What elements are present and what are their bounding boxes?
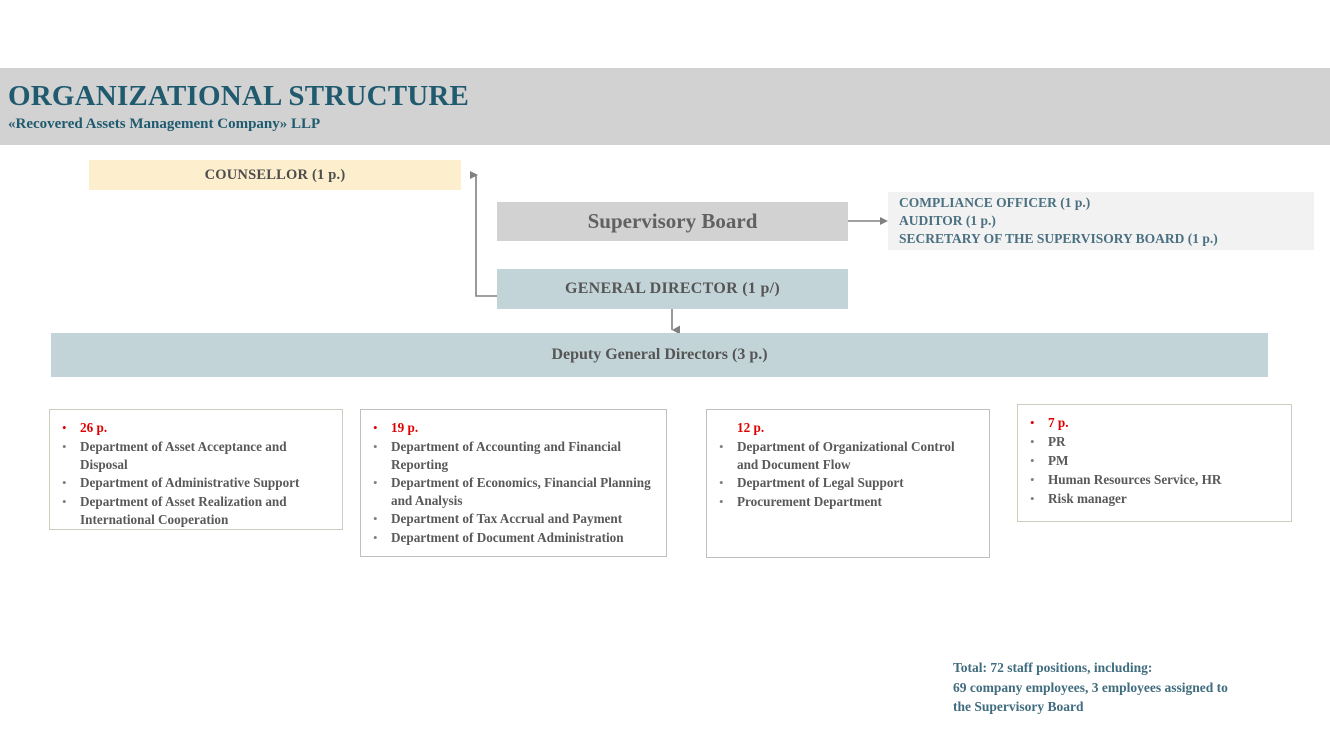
column-3-count: 12 p. <box>737 420 765 435</box>
bullet-icon: • <box>719 494 724 509</box>
column-2-item-2: Department of Tax Accrual and Payment <box>391 511 623 526</box>
list-item <box>369 529 656 547</box>
column-3-count-row <box>715 419 979 437</box>
compliance-officer-label: COMPLIANCE OFFICER (1 p.) <box>899 195 1091 210</box>
column-4-count: 7 p. <box>1048 415 1069 430</box>
bullet-icon: • <box>62 494 67 509</box>
counsellor-label: COUNSELLOR (1 p.) <box>204 166 346 183</box>
bullet-icon: • <box>62 439 67 454</box>
department-column-4[interactable] <box>1017 404 1292 522</box>
column-2-item-3: Department of Document Administration <box>391 530 624 545</box>
department-column-2[interactable] <box>360 409 667 557</box>
deputy-general-directors-label: Deputy General Directors (3 p.) <box>551 346 768 363</box>
bullet-icon: • <box>1030 434 1035 449</box>
total-line-1: 69 company employees, 3 employees assigned to <box>953 679 1228 695</box>
bullet-icon <box>715 419 737 437</box>
column-4-count-row <box>1026 414 1281 432</box>
list-item <box>715 493 979 511</box>
bullet-icon: • <box>373 511 378 526</box>
page-subtitle: «Recovered Assets Management Company» LLP <box>8 116 321 132</box>
column-4-item-3: Risk manager <box>1048 491 1127 506</box>
list-item <box>1026 433 1281 451</box>
column-1-item-2: Department of Asset Realization and International Cooperation <box>80 494 287 527</box>
column-1-item-0: Department of Asset Acceptance and Disposal <box>80 439 287 472</box>
bullet-icon: • <box>719 439 724 454</box>
list-item <box>1026 490 1281 508</box>
column-4-item-0: PR <box>1048 434 1066 449</box>
auditor-label: AUDITOR (1 p.) <box>899 213 996 228</box>
list-item <box>369 510 656 528</box>
list-item <box>1026 471 1281 489</box>
bullet-icon: • <box>1030 491 1035 506</box>
list-item <box>58 493 332 528</box>
list-item <box>1026 452 1281 470</box>
column-1-item-1: Department of Administrative Support <box>80 475 300 490</box>
column-2-item-1: Department of Economics, Financial Planning and Analysis <box>391 475 651 508</box>
column-3-item-2: Procurement Department <box>737 494 882 509</box>
list-item <box>58 438 332 473</box>
bullet-icon: • <box>719 475 724 490</box>
general-director-label: GENERAL DIRECTOR (1 p/) <box>564 280 781 297</box>
list-item <box>715 438 979 473</box>
bullet-icon: • <box>62 475 67 490</box>
column-2-count-row <box>369 419 656 437</box>
column-4-item-2: Human Resources Service, HR <box>1048 472 1222 487</box>
bullet-icon: • <box>1030 453 1035 468</box>
column-3-item-0: Department of Organizational Control and Document Flow <box>737 439 955 472</box>
node-counsellor[interactable] <box>89 160 461 190</box>
bullet-icon: • <box>1030 415 1035 430</box>
page-title: ORGANIZATIONAL STRUCTURE <box>8 80 470 112</box>
node-deputy-general-directors[interactable] <box>51 333 1268 377</box>
total-line-2: the Supervisory Board <box>953 699 1084 714</box>
bullet-icon: • <box>373 420 378 435</box>
secretary-label: SECRETARY OF THE SUPERVISORY BOARD (1 p.) <box>899 231 1218 246</box>
bullet-icon: • <box>373 475 378 490</box>
node-general-director[interactable] <box>497 269 848 309</box>
department-column-1[interactable] <box>49 409 343 530</box>
column-1-count-row <box>58 419 332 437</box>
node-supervisory-board-staff[interactable] <box>888 192 1314 250</box>
column-2-item-0: Department of Accounting and Financial Reporting <box>391 439 622 472</box>
total-line-0: Total: 72 staff positions, including: <box>953 660 1153 675</box>
bullet-icon: • <box>373 530 378 545</box>
bullet-icon: • <box>62 420 67 435</box>
header-band <box>0 68 1330 145</box>
supervisory-board-label: Supervisory Board <box>587 209 758 233</box>
bullet-icon: • <box>373 439 378 454</box>
department-column-3[interactable] <box>706 409 990 558</box>
column-3-item-1: Department of Legal Support <box>737 475 904 490</box>
column-1-count: 26 p. <box>80 420 108 435</box>
list-item <box>369 438 656 473</box>
list-item <box>369 474 656 509</box>
list-item <box>58 474 332 492</box>
total-staff-note <box>953 658 1273 717</box>
list-item <box>715 474 979 492</box>
node-supervisory-board[interactable] <box>497 202 848 241</box>
column-2-count: 19 p. <box>391 420 419 435</box>
column-4-item-1: PM <box>1048 453 1069 468</box>
bullet-icon: • <box>1030 472 1035 487</box>
